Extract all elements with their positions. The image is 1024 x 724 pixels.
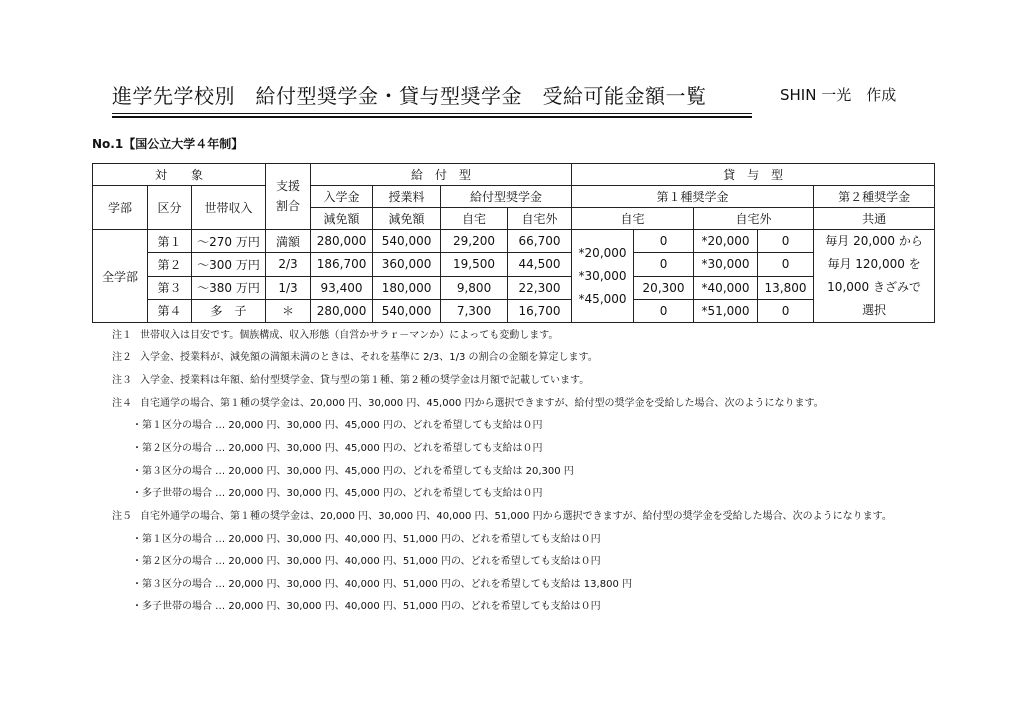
title-underline (112, 113, 752, 114)
header-dai1: 第１種奨学金 (572, 186, 814, 208)
setai-cell: ～380 万円 (192, 276, 266, 299)
dai1-jitaku-amount: 0 (634, 299, 694, 322)
dai1-jitakugai-amount: 13,800 (758, 276, 814, 299)
setai-cell: 多 子 (192, 299, 266, 322)
nyugaku-cell: 93,400 (311, 276, 373, 299)
kubun-cell: 第１ (148, 230, 192, 253)
header-dai2-kyotsu: 共通 (814, 208, 935, 230)
dai1-jitaku-amount: 0 (634, 253, 694, 276)
table-row (93, 253, 935, 276)
wariai-cell: 1/3 (266, 276, 311, 299)
header-dai2: 第２種奨学金 (814, 186, 935, 208)
header-shien-wariai: 支援割合 (266, 164, 311, 230)
note-text: 自宅外通学の場合、第１種の奨学金は、20,000 円、30,000 円、40,000 円、51,000 円から選択できますが、給付型の奨学金を受給した場合、次のようになります。 (140, 511, 892, 522)
note-label: 注４ (112, 398, 132, 409)
kubun-cell: 第４ (148, 299, 192, 322)
header-kyufu-shogaku: 給付型奨学金 (441, 186, 572, 208)
wariai-cell: 2/3 (266, 253, 311, 276)
dai2-line: 毎月 20,000 から (825, 234, 923, 248)
table-row (93, 299, 935, 322)
jitaku-cell: 19,500 (441, 253, 508, 276)
header-taisho: 対 象 (93, 164, 266, 186)
title-underline-thick (112, 116, 752, 118)
dai1-jitaku-option: *30,000 (578, 268, 627, 283)
jitakugai-cell: 16,700 (508, 299, 572, 322)
note-text: 入学金、授業料は年額、給付型奨学金、貸与型の第１種、第２種の奨学金は月額で記載しています。 (140, 375, 590, 386)
dai1-jitaku-amount: 20,300 (634, 276, 694, 299)
header-jugyo-gemmen: 減免額 (373, 208, 441, 230)
note-label: 注１ (112, 330, 132, 341)
header-nyugaku-gemmen: 減免額 (311, 208, 373, 230)
jitaku-cell: 29,200 (441, 230, 508, 253)
jugyo-cell: 360,000 (373, 253, 441, 276)
header-dai1-jitakugai: 自宅外 (694, 208, 814, 230)
setai-cell: ～300 万円 (192, 253, 266, 276)
header-taiyo: 貸 与 型 (572, 164, 935, 186)
note5-item: ・第１区分の場合 … 20,000 円、30,000 円、40,000 円、51,000 円の、どれを希望しても支給は０円 (132, 534, 601, 545)
dai1-jitakugai-option: *51,000 (694, 299, 758, 322)
note-label: 注５ (112, 511, 132, 522)
dai1-jitaku-options (572, 230, 634, 323)
scholarship-table (92, 163, 935, 323)
header-dai1-jitaku: 自宅 (572, 208, 694, 230)
dai2-line: 毎月 120,000 を (827, 257, 921, 271)
jugyo-cell: 180,000 (373, 276, 441, 299)
dai1-jitaku-amount: 0 (634, 230, 694, 253)
title-row (112, 80, 912, 112)
dai1-jitakugai-option: *30,000 (694, 253, 758, 276)
table-row (93, 276, 935, 299)
note-label: 注２ (112, 352, 132, 363)
dai2-line: 選択 (862, 303, 887, 317)
dai1-jitaku-option: *45,000 (578, 291, 627, 306)
dai2-description (814, 230, 935, 323)
jitaku-cell: 9,800 (441, 276, 508, 299)
dai2-line: 10,000 きざみで (827, 280, 921, 294)
table-row (93, 230, 935, 253)
note5-item: ・多子世帯の場合 … 20,000 円、30,000 円、40,000 円、51,000 円の、どれを希望しても支給は０円 (132, 601, 601, 612)
header-kyufu: 給 付 型 (311, 164, 572, 186)
jugyo-cell: 540,000 (373, 299, 441, 322)
note4-item: ・多子世帯の場合 … 20,000 円、30,000 円、45,000 円の、どれを希望しても支給は０円 (132, 488, 543, 499)
dai1-jitakugai-amount: 0 (758, 253, 814, 276)
note-label: 注３ (112, 375, 132, 386)
wariai-cell: 満額 (266, 230, 311, 253)
dai1-jitakugai-amount: 0 (758, 299, 814, 322)
jitaku-cell: 7,300 (441, 299, 508, 322)
kubun-cell: 第２ (148, 253, 192, 276)
dai1-jitakugai-option: *20,000 (694, 230, 758, 253)
note4-item: ・第２区分の場合 … 20,000 円、30,000 円、45,000 円の、どれを希望しても支給は０円 (132, 443, 543, 454)
gakubu-cell: 全学部 (93, 230, 148, 323)
jitakugai-cell: 44,500 (508, 253, 572, 276)
setai-cell: ～270 万円 (192, 230, 266, 253)
header-jugyo: 授業料 (373, 186, 441, 208)
header-row-1 (93, 164, 935, 186)
section-heading: No.1【国公立大学４年制】 (92, 137, 244, 151)
nyugaku-cell: 280,000 (311, 299, 373, 322)
dai1-jitaku-option: *20,000 (578, 245, 627, 260)
note4-item: ・第１区分の場合 … 20,000 円、30,000 円、45,000 円の、どれを希望しても支給は０円 (132, 420, 543, 431)
note-text: 世帯収入は目安です。個族構成、収入形態（自営かサラｒ－マンか）によっても変動します。 (140, 330, 559, 341)
note4-item: ・第３区分の場合 … 20,000 円、30,000 円、45,000 円の、どれを希望しても支給は 20,300 円 (132, 466, 574, 477)
page-title: 進学先学校別 給付型奨学金・貸与型奨学金 受給可能金額一覧 (112, 84, 707, 108)
note-text: 入学金、授業料が、減免額の満額未満のときは、それを基準に 2/3、1/3 の割合の金額を算定します。 (140, 352, 598, 363)
header-jitakugai: 自宅外 (508, 208, 572, 230)
header-gakubu: 学部 (93, 186, 148, 230)
header-nyugaku: 入学金 (311, 186, 373, 208)
nyugaku-cell: 186,700 (311, 253, 373, 276)
dai1-jitakugai-amount: 0 (758, 230, 814, 253)
dai1-jitakugai-option: *40,000 (694, 276, 758, 299)
kubun-cell: 第３ (148, 276, 192, 299)
note5-item: ・第２区分の場合 … 20,000 円、30,000 円、40,000 円、51,000 円の、どれを希望しても支給は０円 (132, 556, 601, 567)
jitakugai-cell: 66,700 (508, 230, 572, 253)
author-credit: SHIN 一光 作成 (780, 86, 897, 104)
nyugaku-cell: 280,000 (311, 230, 373, 253)
header-setai: 世帯収入 (192, 186, 266, 230)
note-text: 自宅通学の場合、第１種の奨学金は、20,000 円、30,000 円、45,000 円から選択できますが、給付型の奨学金を受給した場合、次のようになります。 (140, 398, 824, 409)
wariai-cell: ＊ (266, 299, 311, 322)
header-jitaku: 自宅 (441, 208, 508, 230)
note5-item: ・第３区分の場合 … 20,000 円、30,000 円、40,000 円、51,000 円の、どれを希望しても支給は 13,800 円 (132, 579, 632, 590)
header-kubun: 区分 (148, 186, 192, 230)
jitakugai-cell: 22,300 (508, 276, 572, 299)
jugyo-cell: 540,000 (373, 230, 441, 253)
header-row-2 (93, 186, 935, 208)
